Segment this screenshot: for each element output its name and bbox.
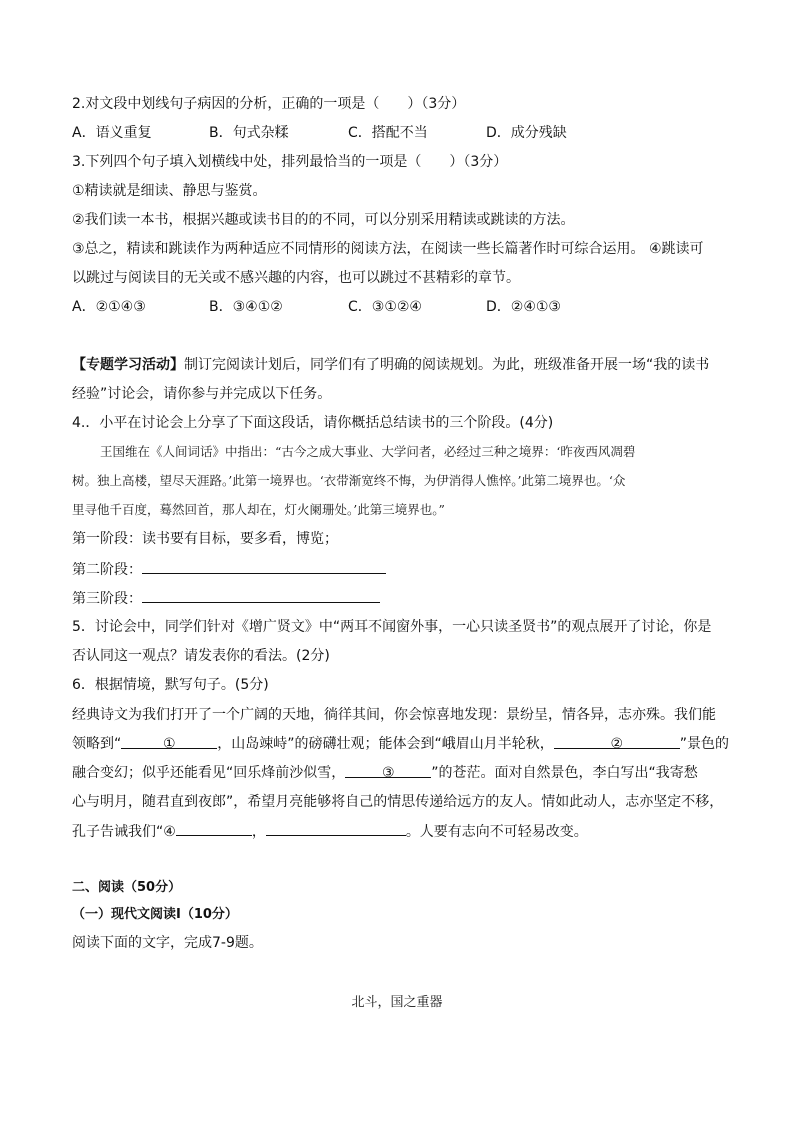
- activity-line-1: [72, 355, 709, 375]
- q4-stem: 4.．小平在讨论会上分享了下面这段话，请你概括总结读书的三个阶段。(4分): [72, 415, 554, 431]
- q2-option-c: C．搭配不当: [348, 125, 428, 141]
- q6-line-3: [72, 763, 698, 783]
- q2-option-b: B．句式杂糅: [209, 125, 289, 141]
- q4-quote-line-3: 里寻他千百度，蓦然回首，那人却在，灯火阑珊处。’此第三境界也。”: [72, 502, 445, 517]
- q6-line-5-text-c: 。人要有志向不可轻易改变。: [405, 824, 588, 840]
- q6-blank-4b[interactable]: [266, 821, 406, 836]
- q6-blank-2[interactable]: [554, 734, 680, 752]
- q3-option-a: A．②①④③: [72, 299, 146, 315]
- q6-line-2-text-c: ”景色的: [679, 736, 730, 752]
- q6-line-2-text-b: ，山岛竦峙”的磅礴壮观；能体会到“峨眉山月半轮秋，: [217, 736, 554, 752]
- activity-line-2: 经验”讨论会，请你参与并完成以下任务。: [72, 386, 332, 402]
- q4-stage-2-label: 第二阶段：: [72, 562, 142, 578]
- q4-stage-2: [72, 559, 386, 580]
- q4-stage-2-answer-blank[interactable]: [142, 559, 386, 574]
- q4-stage-3: [72, 588, 380, 609]
- q4-stage-1: 第一阶段：读书要有目标，要多看，博览；: [72, 531, 338, 547]
- q3-sentence-1: ①精读就是细读、静思与鉴赏。: [72, 183, 267, 199]
- article-title: 北斗，国之重器: [351, 995, 443, 1010]
- q3-option-d: D．②④①③: [486, 299, 561, 315]
- q6-line-5: [72, 821, 588, 842]
- q3-stem: 3.下列四个句子填入划横线中处，排列最恰当的一项是（ ）（3分）: [72, 154, 508, 170]
- q6-line-1: 经典诗文为我们打开了一个广阔的天地，徜徉其间，你会惊喜地发现：景纷呈，情各异，志亦殊。我们能: [72, 707, 716, 723]
- q2-option-d: D．成分残缺: [486, 125, 567, 141]
- q5-line-2: 否认同这一观点？请发表你的看法。(2分): [72, 648, 330, 664]
- section-2-instruction: 阅读下面的文字，完成7-9题。: [72, 935, 263, 951]
- q3-sentence-3: ③总之，精读和跳读作为两种适应不同情形的阅读方法，在阅读一些长篇著作时可综合运用。 ④跳读可: [72, 241, 704, 257]
- q5-line-1: 5．讨论会中，同学们针对《增广贤文》中“两耳不闻窗外事，一心只读圣贤书”的观点展开了讨论，你是: [72, 619, 712, 635]
- q6-line-5-text-a: 孔子告诫我们“④: [72, 824, 176, 840]
- q3-option-c: C．③①②④: [348, 299, 422, 315]
- section-2-title: 二、阅读（50分）: [72, 880, 182, 895]
- q3-sentence-2: ②我们读一本书，根据兴趣或读书目的的不同，可以分别采用精读或跳读的方法。: [72, 212, 575, 228]
- activity-tag: 【专题学习活动】: [72, 357, 184, 373]
- q6-blank-3[interactable]: [345, 763, 431, 781]
- section-2-subtitle: （一）现代文阅读Ⅰ（10分）: [72, 907, 238, 922]
- q6-line-3-text-b: ”的苍茫。面对自然景色，李白写出“我寄愁: [431, 765, 698, 781]
- q4-quote-line-1: 王国维在《人间词话》中指出：“古今之成大事业、大学问者，必经过三种之境界：‘昨夜西风凋碧: [100, 444, 636, 459]
- q6-blank-4a[interactable]: [176, 821, 252, 836]
- q6-blank-2-marker: ②: [610, 736, 624, 752]
- q6-line-2: [72, 734, 729, 754]
- q6-stem: 6．根据情境，默写句子。(5分): [72, 677, 269, 693]
- q6-line-4: 心与明月，随君直到夜郎”，希望月亮能够将自己的情思传递给远方的友人。情如此动人，志亦坚定不移，: [72, 794, 724, 810]
- q6-blank-3-marker: ③: [381, 765, 395, 781]
- q2-option-a: A．语义重复: [72, 125, 152, 141]
- q3-sentence-3-cont: 以跳过与阅读目的无关或不感兴趣的内容，也可以跳过不甚精彩的章节。: [72, 270, 520, 286]
- q3-option-b: B．③④①②: [209, 299, 283, 315]
- q2-stem: 2.对文段中划线句子病因的分析，正确的一项是（ ）（3分）: [72, 96, 466, 112]
- q4-quote-line-2: 树。独上高楼，望尽天涯路。’此第一境界也。‘衣带渐宽终不悔，为伊消得人憔悴。’此第二境界也。‘众: [72, 473, 626, 488]
- q6-blank-1[interactable]: [121, 734, 217, 752]
- q4-stage-3-answer-blank[interactable]: [142, 588, 380, 603]
- q6-line-5-comma: ，: [251, 824, 266, 840]
- q6-line-2-text-a: 领略到“: [72, 736, 122, 752]
- q6-line-3-text-a: 融合变幻；似乎还能看见“回乐烽前沙似雪，: [72, 765, 346, 781]
- q6-blank-1-marker: ①: [162, 736, 176, 752]
- activity-text-1: 制订完阅读计划后，同学们有了明确的阅读规划。为此，班级准备开展一场“我的读书: [184, 357, 710, 373]
- q4-stage-3-label: 第三阶段：: [72, 591, 142, 607]
